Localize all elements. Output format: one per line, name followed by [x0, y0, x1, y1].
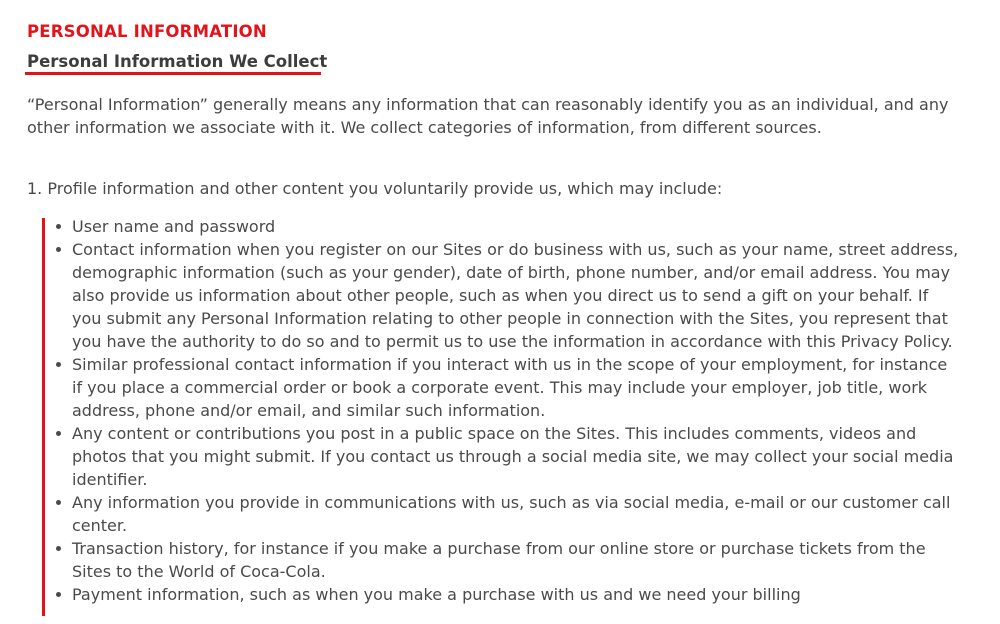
list-lead-paragraph: 1. Profile information and other content you voluntarily provide us, which may include:	[27, 179, 723, 198]
list-accent-bar	[42, 218, 45, 616]
subsection-title: Personal Information We Collect	[27, 52, 328, 71]
section-title: PERSONAL INFORMATION	[27, 22, 267, 41]
list-item: User name and password	[72, 215, 962, 238]
subsection-underline	[25, 72, 321, 75]
intro-paragraph: “Personal Information” generally means any information that can reasonably identify you as an individual, and any other information we associate with it. We collect categories of information, from different sources.	[27, 95, 949, 137]
list-item: Any content or contributions you post in a public space on the Sites. This includes comments, videos and photos that you might submit. If you contact us through a social media site, we may collect your social media identifier.	[72, 422, 962, 491]
list-item: Similar professional contact information if you interact with us in the scope of your employment, for instance if you place a commercial order or book a corporate event. This may include your employer, job title, work address, phone and/or email, and similar such information.	[72, 353, 962, 422]
list-item: Transaction history, for instance if you make a purchase from our online store or purchase tickets from the Sites to the World of Coca-Cola.	[72, 537, 962, 583]
list-item: Contact information when you register on our Sites or do business with us, such as your name, street address, demographic information (such as your gender), date of birth, phone number, and/or email address. You may also provide us information about other people, such as when you direct us to send a gift on your behalf. If you submit any Personal Information relating to other people in connection with the Sites, you represent that you have the authority to do so and to permit us to use the information in accordance with this Privacy Policy.	[72, 238, 962, 353]
info-bullet-list	[72, 215, 962, 606]
list-item: Payment information, such as when you make a purchase with us and we need your billing	[72, 583, 962, 606]
list-item: Any information you provide in communications with us, such as via social media, e-mail or our customer call center.	[72, 491, 962, 537]
